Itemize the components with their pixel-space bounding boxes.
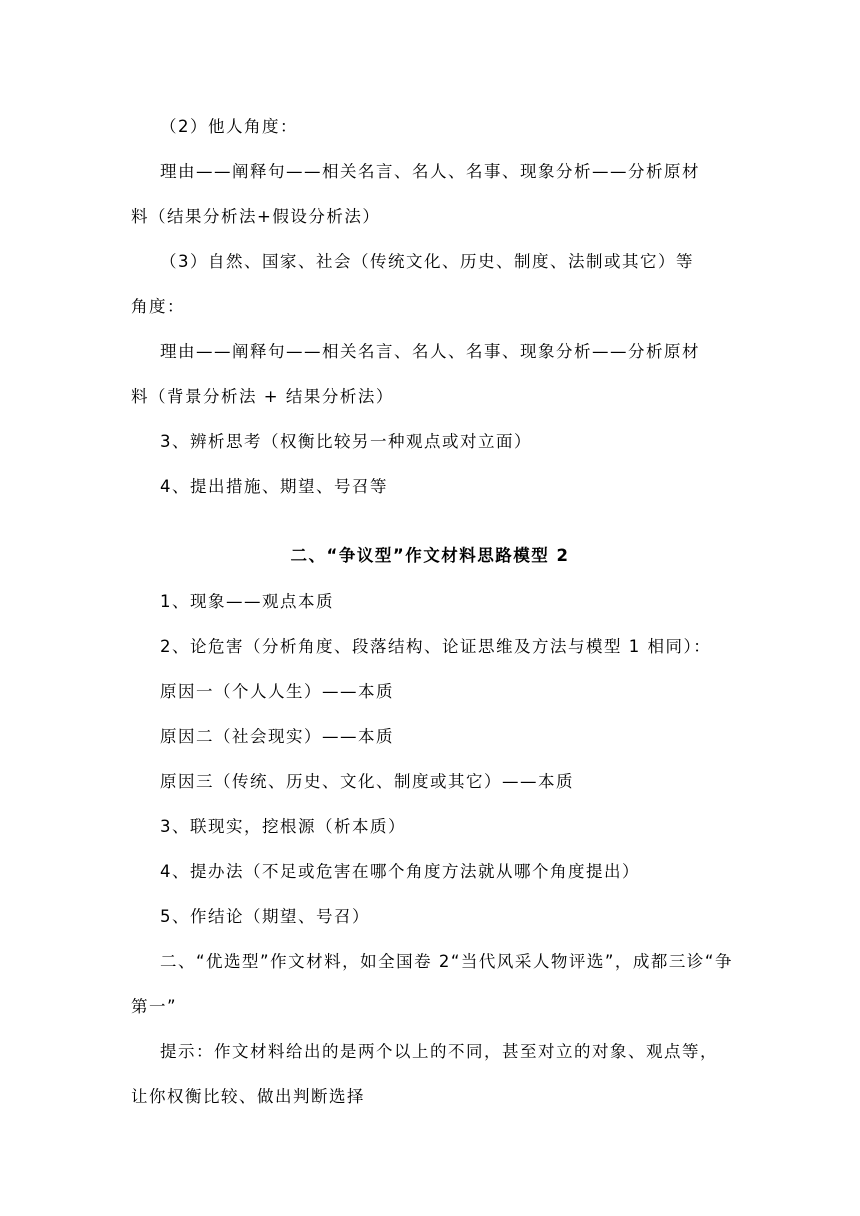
paragraph-line: 二、“优选型”作文材料，如全国卷 2“当代风采人物评选”，成都三诊“争 (160, 952, 733, 971)
paragraph-line: 让你权衡比较、做出判断选择 (131, 1087, 365, 1106)
paragraph-line: 料（结果分析法+假设分析法） (131, 207, 381, 226)
paragraph-line: （2）他人角度： (160, 117, 298, 136)
paragraph-line: 2、论危害（分析角度、段落结构、论证思维及方法与模型 1 相同）： (160, 637, 712, 656)
paragraph-line: 提示：作文材料给出的是两个以上的不同，甚至对立的对象、观点等， (160, 1042, 718, 1061)
paragraph-line: 原因三（传统、历史、文化、制度或其它）——本质 (160, 772, 574, 791)
paragraph-line: 原因一（个人人生）——本质 (160, 682, 394, 701)
paragraph-line: 第一” (131, 997, 178, 1016)
paragraph-line: 3、联现实，挖根源（析本质） (160, 817, 406, 836)
paragraph-line: 1、现象——观点本质 (160, 592, 334, 611)
section-heading: 二、“争议型”作文材料思路模型 2 (290, 546, 570, 565)
paragraph-line: 理由——阐释句——相关名言、名人、名事、现象分析——分析原材 (160, 342, 700, 361)
paragraph-line: 4、提办法（不足或危害在哪个角度方法就从哪个角度提出） (160, 862, 640, 881)
paragraph-line: 料（背景分析法 + 结果分析法） (131, 387, 394, 406)
paragraph-line: 原因二（社会现实）——本质 (160, 727, 394, 746)
paragraph-line: （3）自然、国家、社会（传统文化、历史、制度、法制或其它）等 (160, 252, 694, 271)
paragraph-line: 3、辨析思考（权衡比较另一种观点或对立面） (160, 432, 532, 451)
paragraph-line: 角度： (131, 297, 185, 316)
paragraph-line: 理由——阐释句——相关名言、名人、名事、现象分析——分析原材 (160, 162, 700, 181)
paragraph-line: 4、提出措施、期望、号召等 (160, 477, 388, 496)
paragraph-line: 5、作结论（期望、号召） (160, 907, 370, 926)
